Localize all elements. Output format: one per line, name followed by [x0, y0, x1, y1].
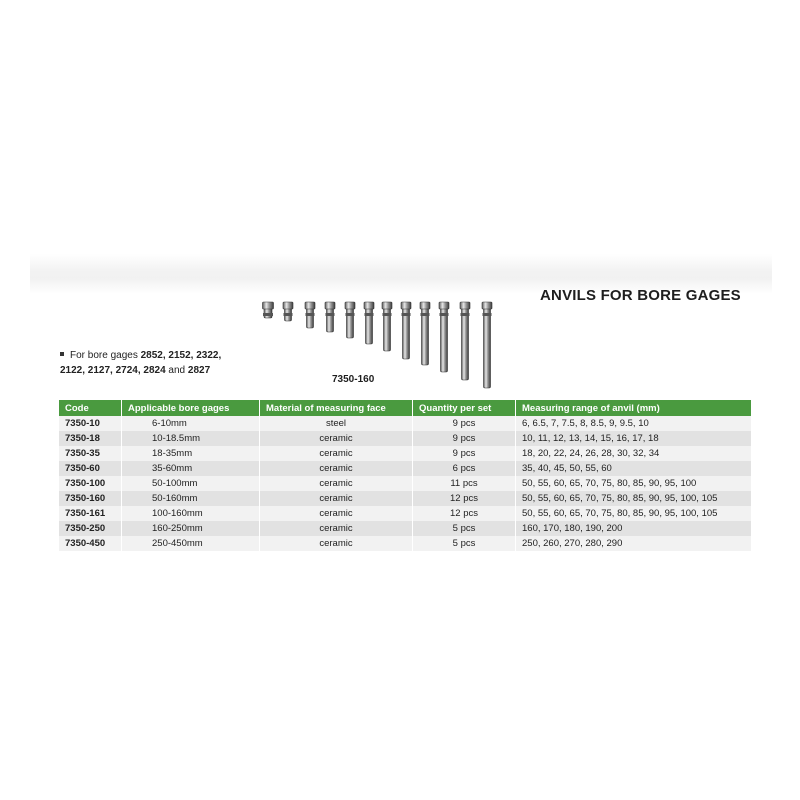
cell-bore-gage: 6-10mm	[122, 416, 260, 431]
cell-quantity: 12 pcs	[413, 491, 516, 506]
cell-material: ceramic	[260, 431, 413, 446]
cell-range: 18, 20, 22, 24, 26, 28, 30, 32, 34	[516, 446, 752, 461]
cell-code: 7350-160	[59, 491, 122, 506]
anvil-piece	[305, 302, 315, 328]
cell-code: 7350-161	[59, 506, 122, 521]
cell-code: 7350-18	[59, 431, 122, 446]
anvil-piece	[325, 302, 335, 332]
cell-code: 7350-35	[59, 446, 122, 461]
anvil-piece	[263, 302, 274, 318]
cell-range: 6, 6.5, 7, 7.5, 8, 8.5, 9, 9.5, 10	[516, 416, 752, 431]
cell-range: 160, 170, 180, 190, 200	[516, 521, 752, 536]
cell-code: 7350-10	[59, 416, 122, 431]
photo-caption: 7350-160	[332, 374, 375, 385]
anvil-piece	[345, 302, 355, 338]
compatibility-note	[60, 348, 260, 378]
cell-bore-gage: 160-250mm	[122, 521, 260, 536]
cell-code: 7350-100	[59, 476, 122, 491]
anvil-piece	[420, 302, 430, 365]
table-row	[59, 506, 751, 521]
cell-range: 50, 55, 60, 65, 70, 75, 80, 85, 90, 95, 100, 105	[516, 491, 752, 506]
anvil-piece	[382, 302, 392, 351]
anvil-piece	[439, 302, 449, 372]
note-models-2: 2122, 2127, 2724, 2824	[60, 365, 166, 376]
header-material: Material of measuring face	[260, 400, 413, 416]
anvil-piece	[401, 302, 411, 359]
cell-material: ceramic	[260, 461, 413, 476]
anvil-set-illustration	[250, 292, 510, 392]
table-row	[59, 431, 751, 446]
table-row	[59, 476, 751, 491]
header-quantity: Quantity per set	[413, 400, 516, 416]
anvil-piece	[283, 302, 293, 321]
cell-material: ceramic	[260, 491, 413, 506]
header-code: Code	[59, 400, 122, 416]
anvil-piece	[482, 302, 492, 388]
cell-bore-gage: 250-450mm	[122, 536, 260, 551]
cell-quantity: 5 pcs	[413, 536, 516, 551]
header-range: Measuring range of anvil (mm)	[516, 400, 752, 416]
table-row	[59, 521, 751, 536]
cell-code: 7350-450	[59, 536, 122, 551]
note-prefix: For bore gages	[70, 350, 141, 361]
cell-quantity: 5 pcs	[413, 521, 516, 536]
note-models-1: 2852, 2152, 2322,	[140, 350, 222, 361]
cell-range: 35, 40, 45, 50, 55, 60	[516, 461, 752, 476]
cell-range: 250, 260, 270, 280, 290	[516, 536, 752, 551]
spec-table	[59, 400, 751, 551]
cell-range: 10, 11, 12, 13, 14, 15, 16, 17, 18	[516, 431, 752, 446]
cell-bore-gage: 18-35mm	[122, 446, 260, 461]
table-row	[59, 536, 751, 551]
table-row	[59, 461, 751, 476]
cell-material: ceramic	[260, 506, 413, 521]
cell-quantity: 6 pcs	[413, 461, 516, 476]
cell-material: ceramic	[260, 446, 413, 461]
cell-quantity: 12 pcs	[413, 506, 516, 521]
table-row	[59, 491, 751, 506]
note-last-model: 2827	[187, 365, 211, 376]
cell-bore-gage: 100-160mm	[122, 506, 260, 521]
cell-material: ceramic	[260, 476, 413, 491]
cell-bore-gage: 10-18.5mm	[122, 431, 260, 446]
table-row	[59, 416, 751, 431]
anvil-piece	[460, 302, 470, 380]
cell-code: 7350-60	[59, 461, 122, 476]
cell-material: steel	[260, 416, 413, 431]
bullet-icon	[60, 352, 64, 356]
cell-bore-gage: 50-160mm	[122, 491, 260, 506]
cell-range: 50, 55, 60, 65, 70, 75, 80, 85, 90, 95, 100	[516, 476, 752, 491]
note-conjunction: and	[165, 365, 188, 376]
cell-quantity: 9 pcs	[413, 416, 516, 431]
anvil-set-photo	[250, 292, 510, 392]
cell-bore-gage: 50-100mm	[122, 476, 260, 491]
page-title: ANVILS FOR BORE GAGES	[540, 287, 741, 304]
header-bore-gages: Applicable bore gages	[122, 400, 260, 416]
cell-quantity: 11 pcs	[413, 476, 516, 491]
cell-bore-gage: 35-60mm	[122, 461, 260, 476]
table-row	[59, 446, 751, 461]
cell-range: 50, 55, 60, 65, 70, 75, 80, 85, 90, 95, 100, 105	[516, 506, 752, 521]
cell-quantity: 9 pcs	[413, 431, 516, 446]
cell-material: ceramic	[260, 536, 413, 551]
table-header-row	[59, 400, 751, 416]
cell-code: 7350-250	[59, 521, 122, 536]
anvil-piece	[364, 302, 374, 344]
cell-quantity: 9 pcs	[413, 446, 516, 461]
cell-material: ceramic	[260, 521, 413, 536]
